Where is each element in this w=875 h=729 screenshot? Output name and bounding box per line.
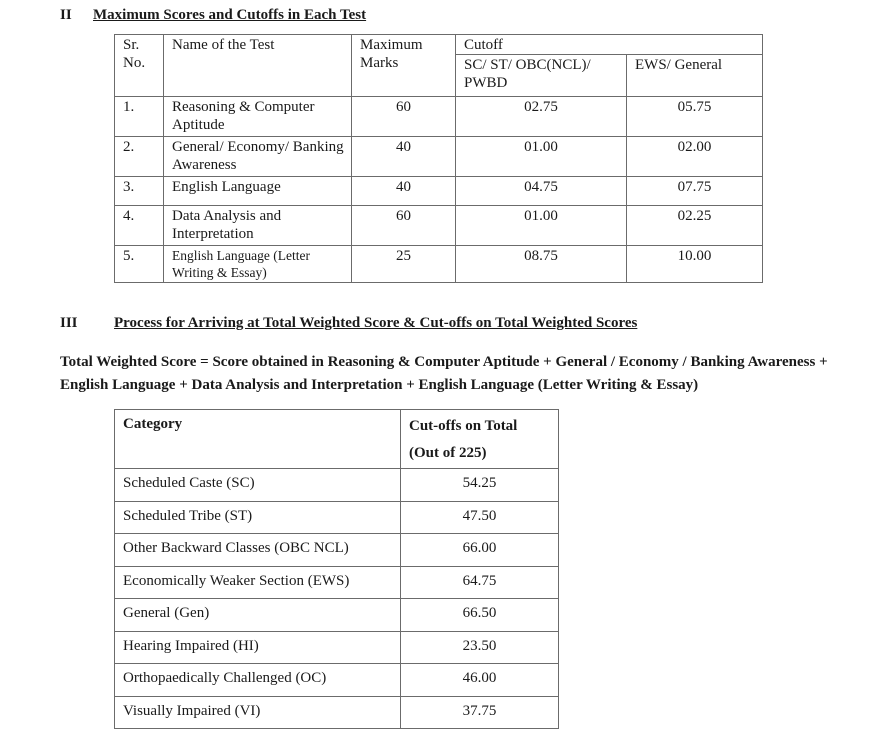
table-row [115,469,559,502]
row-cutoff-sc: 01.00 [456,206,627,246]
max-scores-table [114,34,763,283]
cutoff-cell: 23.50 [401,631,559,664]
cutoff-cell: 37.75 [401,696,559,729]
header-cutoff-total [401,410,559,469]
row-sr: 5. [115,246,164,283]
row-cutoff-ews: 05.75 [627,97,763,137]
category-cell: Economically Weaker Section (EWS) [115,566,401,599]
category-cell: Other Backward Classes (OBC NCL) [115,534,401,567]
header-category: Category [115,410,401,469]
header-ews-general: EWS/ General [627,55,763,97]
row-cutoff-sc: 08.75 [456,246,627,283]
category-cell: Scheduled Caste (SC) [115,469,401,502]
section-3-title: Process for Arriving at Total Weighted Score & Cut-offs on Total Weighted Scores [114,315,638,331]
table-row [115,246,763,283]
row-cutoff-ews: 02.25 [627,206,763,246]
cutoff-cell: 54.25 [401,469,559,502]
table-row [115,631,559,664]
row-test-name: Data Analysis and Interpretation [164,206,352,246]
category-cell: Hearing Impaired (HI) [115,631,401,664]
row-test-name: Reasoning & Computer Aptitude [164,97,352,137]
table-row [115,566,559,599]
table-row [115,206,763,246]
total-cutoff-table [114,409,559,729]
category-cell: Visually Impaired (VI) [115,696,401,729]
total-weighted-score-formula: Total Weighted Score = Score obtained in Reasoning & Computer Aptitude + General / Economy / Banking Awareness + English Language + Data Analysis and Interpretation + English Language (Letter Writing & Essay) [60,354,828,393]
row-sr: 1. [115,97,164,137]
row-max-marks: 60 [352,206,456,246]
row-max-marks: 40 [352,137,456,177]
cutoff-cell: 66.50 [401,599,559,632]
row-cutoff-sc: 01.00 [456,137,627,177]
table-row [115,599,559,632]
header-sr-no: Sr. No. [115,35,164,97]
row-cutoff-sc: 02.75 [456,97,627,137]
category-cell: Scheduled Tribe (ST) [115,501,401,534]
row-max-marks: 25 [352,246,456,283]
row-sr: 3. [115,177,164,206]
table-row [115,501,559,534]
cutoff-cell: 46.00 [401,664,559,697]
category-cell: Orthopaedically Challenged (OC) [115,664,401,697]
header-max-marks: Maximum Marks [352,35,456,97]
header-cutoff-line1: Cut-offs on Total [409,418,518,434]
section-3-number: III [60,315,78,331]
row-cutoff-ews: 10.00 [627,246,763,283]
cutoff-cell: 66.00 [401,534,559,567]
table-row [115,97,763,137]
category-cell: General (Gen) [115,599,401,632]
section-2-number: II [60,7,72,23]
row-cutoff-ews: 07.75 [627,177,763,206]
row-test-name: English Language (Letter Writing & Essay) [164,246,352,283]
header-sc-st-obc: SC/ ST/ OBC(NCL)/ PWBD [456,55,627,97]
table-row [115,137,763,177]
row-sr: 4. [115,206,164,246]
cutoff-cell: 64.75 [401,566,559,599]
row-max-marks: 40 [352,177,456,206]
table-row [115,177,763,206]
row-cutoff-sc: 04.75 [456,177,627,206]
section-2-title: Maximum Scores and Cutoffs in Each Test [93,7,367,23]
table-row [115,534,559,567]
row-sr: 2. [115,137,164,177]
header-cutoff-line2: (Out of 225) [409,445,487,461]
row-test-name: General/ Economy/ Banking Awareness [164,137,352,177]
table-row [115,696,559,729]
row-test-name: English Language [164,177,352,206]
cutoff-cell: 47.50 [401,501,559,534]
header-cutoff: Cutoff [456,35,763,55]
row-cutoff-ews: 02.00 [627,137,763,177]
table-row [115,664,559,697]
header-test-name: Name of the Test [164,35,352,97]
row-max-marks: 60 [352,97,456,137]
